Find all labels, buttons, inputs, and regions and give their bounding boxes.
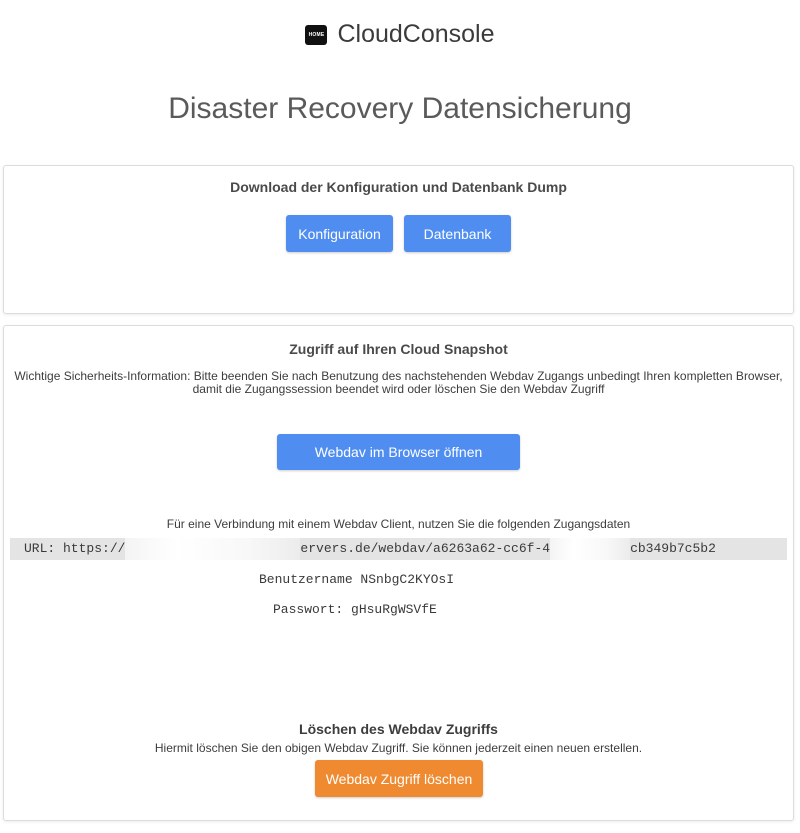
snapshot-card-title: Zugriff auf Ihren Cloud Snapshot bbox=[289, 341, 508, 357]
home-logo-icon[interactable]: HOME bbox=[305, 25, 327, 45]
page-title: Disaster Recovery Datensicherung bbox=[168, 92, 632, 125]
client-hint: Für eine Verbindung mit einem Webdav Client, nutzen Sie die folgenden Zugangsdaten bbox=[166, 517, 631, 531]
download-database-button[interactable]: Datenbank bbox=[404, 215, 511, 252]
password-redaction bbox=[437, 603, 507, 617]
webdav-url[interactable] bbox=[10, 538, 787, 560]
delete-webdav-button[interactable]: Webdav Zugriff löschen bbox=[315, 760, 483, 797]
security-info-line-1: Wichtige Sicherheits-Information: Bitte beenden Sie nach Benutzung des nachstehenden Webdav Zugangs unbedingt Ihren kompletten Browser, bbox=[14, 369, 783, 383]
download-card bbox=[3, 165, 794, 314]
snapshot-card bbox=[3, 325, 794, 821]
security-info bbox=[4, 370, 793, 396]
url-redaction bbox=[125, 538, 300, 560]
download-card-title: Download der Konfiguration und Datenbank Dump bbox=[230, 179, 567, 195]
url-redaction bbox=[550, 538, 630, 560]
username-text: Benutzername NSnbgC2KYOsI bbox=[259, 572, 455, 587]
username-redaction bbox=[454, 573, 524, 587]
webdav-password[interactable] bbox=[273, 602, 507, 617]
open-webdav-button[interactable]: Webdav im Browser öffnen bbox=[277, 434, 520, 470]
brand-header bbox=[0, 20, 800, 49]
security-info-line-2: damit die Zugangssession beendet wird oder löschen Sie den Webdav Zugriff bbox=[192, 382, 605, 396]
delete-section-title: Löschen des Webdav Zugriffs bbox=[299, 721, 498, 737]
url-prefix: URL: https:// bbox=[24, 541, 126, 556]
url-middle: ervers.de/webdav/a6263a62-cc6f-4 bbox=[300, 541, 551, 556]
download-config-button[interactable]: Konfiguration bbox=[286, 215, 393, 252]
password-text: Passwort: gHsuRgWSVfE bbox=[273, 602, 437, 617]
delete-section-text: Hiermit löschen Sie den obigen Webdav Zugriff. Sie können jederzeit einen neuen erstellen. bbox=[154, 741, 643, 755]
url-suffix: cb349b7c5b2 bbox=[630, 541, 716, 556]
webdav-username[interactable] bbox=[259, 572, 524, 587]
brand-name[interactable]: CloudConsole bbox=[337, 20, 495, 48]
